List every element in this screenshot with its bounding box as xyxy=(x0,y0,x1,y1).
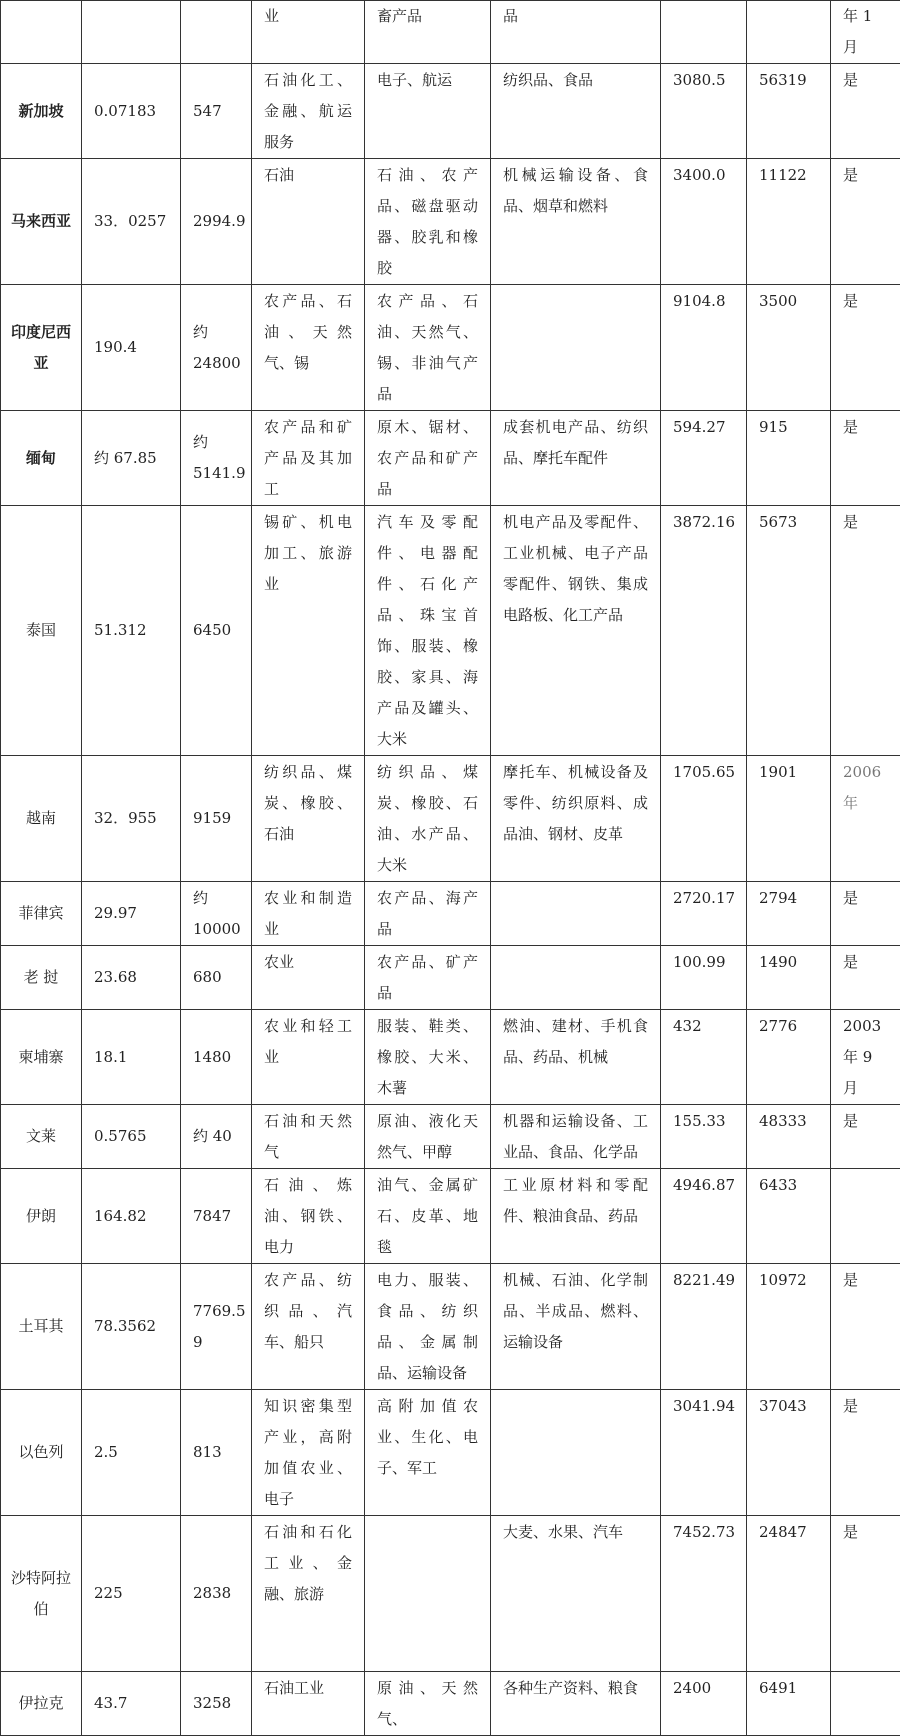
cell-trade: 5673 xyxy=(747,506,831,756)
cell-gdp-per-capita: 3080.5 xyxy=(661,64,747,159)
cell-industry: 业 xyxy=(252,1,365,64)
table-row xyxy=(1,159,900,285)
cell-imports: 机电产品及零配件、工业机械、电子产品零配件、钢铁、集成电路板、化工产品 xyxy=(491,506,661,756)
cell-fta: 是 xyxy=(831,1105,900,1169)
cell-exports: 电子、航运 xyxy=(365,64,491,159)
cell-fta: 年 1 月 xyxy=(831,1,900,64)
cell-industry: 锡矿、机电加工、旅游业 xyxy=(252,506,365,756)
cell-population: 680 xyxy=(181,946,252,1010)
cell-population: 2994.9 xyxy=(181,159,252,285)
table-row xyxy=(1,882,900,946)
cell-exports: 服装、鞋类、橡胶、大米、木薯 xyxy=(365,1010,491,1105)
cell-gdp-per-capita: 594.27 xyxy=(661,411,747,506)
table-row xyxy=(1,1264,900,1390)
cell-exports: 畜产品 xyxy=(365,1,491,64)
cell-area: 33．0257 xyxy=(82,159,181,285)
cell-area: 18.1 xyxy=(82,1010,181,1105)
cell-population: 813 xyxy=(181,1390,252,1516)
cell-gdp-per-capita xyxy=(661,1,747,64)
cell-imports: 燃油、建材、手机食品、药品、机械 xyxy=(491,1010,661,1105)
cell-trade: 2794 xyxy=(747,882,831,946)
cell-gdp-per-capita: 155.33 xyxy=(661,1105,747,1169)
cell-imports: 品 xyxy=(491,1,661,64)
cell-area: 23.68 xyxy=(82,946,181,1010)
cell-trade: 1490 xyxy=(747,946,831,1010)
cell-area: 0.07183 xyxy=(82,64,181,159)
cell-gdp-per-capita: 2400 xyxy=(661,1672,747,1736)
table-row xyxy=(1,946,900,1010)
cell-population: 1480 xyxy=(181,1010,252,1105)
cell-area: 225 xyxy=(82,1516,181,1672)
cell-trade: 1901 xyxy=(747,756,831,882)
cell-fta: 是 xyxy=(831,64,900,159)
cell-gdp-per-capita: 4946.87 xyxy=(661,1169,747,1264)
cell-population: 约 40 xyxy=(181,1105,252,1169)
cell-industry: 纺织品、煤炭、橡胶、石油 xyxy=(252,756,365,882)
cell-fta: 是 xyxy=(831,1390,900,1516)
cell-industry: 石油 xyxy=(252,159,365,285)
cell-area xyxy=(82,1,181,64)
cell-country: 老 挝 xyxy=(1,946,82,1010)
cell-gdp-per-capita: 2720.17 xyxy=(661,882,747,946)
cell-imports xyxy=(491,1390,661,1516)
cell-industry: 农业和制造业 xyxy=(252,882,365,946)
table-row xyxy=(1,1105,900,1169)
cell-fta xyxy=(831,1672,900,1736)
table-row xyxy=(1,64,900,159)
cell-trade: 2776 xyxy=(747,1010,831,1105)
cell-exports: 油气、金属矿石、皮革、地毯 xyxy=(365,1169,491,1264)
cell-exports: 农产品、石油、天然气、锡、非油气产品 xyxy=(365,285,491,411)
cell-population: 约 24800 xyxy=(181,285,252,411)
cell-country: 文莱 xyxy=(1,1105,82,1169)
cell-trade: 24847 xyxy=(747,1516,831,1672)
cell-industry: 石油工业 xyxy=(252,1672,365,1736)
cell-trade: 37043 xyxy=(747,1390,831,1516)
cell-country: 伊拉克 xyxy=(1,1672,82,1736)
cell-area: 43.7 xyxy=(82,1672,181,1736)
cell-exports: 纺织品、煤炭、橡胶、石油、水产品、大米 xyxy=(365,756,491,882)
cell-industry: 石油和石化工业、金融、旅游 xyxy=(252,1516,365,1672)
cell-gdp-per-capita: 100.99 xyxy=(661,946,747,1010)
cell-exports xyxy=(365,1516,491,1672)
cell-country: 缅甸 xyxy=(1,411,82,506)
cell-gdp-per-capita: 432 xyxy=(661,1010,747,1105)
cell-fta: 是 xyxy=(831,1264,900,1390)
table-row xyxy=(1,1516,900,1672)
cell-imports: 工业原材料和零配件、粮油食品、药品 xyxy=(491,1169,661,1264)
cell-gdp-per-capita: 1705.65 xyxy=(661,756,747,882)
cell-area: 164.82 xyxy=(82,1169,181,1264)
cell-industry: 石油化工、金融、航运服务 xyxy=(252,64,365,159)
cell-fta: 是 xyxy=(831,1516,900,1672)
cell-imports xyxy=(491,285,661,411)
cell-fta: 是 xyxy=(831,882,900,946)
cell-country: 土耳其 xyxy=(1,1264,82,1390)
cell-gdp-per-capita: 3872.16 xyxy=(661,506,747,756)
cell-industry: 知识密集型产业，高附加值农业、电子 xyxy=(252,1390,365,1516)
cell-industry: 农业和轻工业 xyxy=(252,1010,365,1105)
cell-fta xyxy=(831,1169,900,1264)
cell-exports: 高附加值农业、生化、电子、军工 xyxy=(365,1390,491,1516)
cell-fta: 是 xyxy=(831,946,900,1010)
cell-fta: 2006 年 xyxy=(831,756,900,882)
cell-gdp-per-capita: 9104.8 xyxy=(661,285,747,411)
cell-population: 3258 xyxy=(181,1672,252,1736)
cell-country xyxy=(1,1,82,64)
cell-country: 越南 xyxy=(1,756,82,882)
cell-gdp-per-capita: 3400.0 xyxy=(661,159,747,285)
cell-country: 柬埔寨 xyxy=(1,1010,82,1105)
cell-population: 7769.5 9 xyxy=(181,1264,252,1390)
cell-industry: 石油、炼油、钢铁、电力 xyxy=(252,1169,365,1264)
cell-area: 78.3562 xyxy=(82,1264,181,1390)
cell-industry: 农产品、石油、天然气、锡 xyxy=(252,285,365,411)
cell-fta: 是 xyxy=(831,411,900,506)
table-row-header-continuation xyxy=(1,1,900,64)
cell-trade: 11122 xyxy=(747,159,831,285)
table-row xyxy=(1,1169,900,1264)
cell-population: 6450 xyxy=(181,506,252,756)
cell-area: 32．955 xyxy=(82,756,181,882)
cell-population: 9159 xyxy=(181,756,252,882)
cell-area: 0.5765 xyxy=(82,1105,181,1169)
cell-imports: 机械、石油、化学制品、半成品、燃料、运输设备 xyxy=(491,1264,661,1390)
table-row xyxy=(1,756,900,882)
cell-trade: 48333 xyxy=(747,1105,831,1169)
cell-exports: 原木、锯材、农产品和矿产品 xyxy=(365,411,491,506)
cell-imports xyxy=(491,882,661,946)
table-row xyxy=(1,1672,900,1736)
cell-trade: 915 xyxy=(747,411,831,506)
cell-fta: 是 xyxy=(831,159,900,285)
cell-country: 马来西亚 xyxy=(1,159,82,285)
cell-imports: 成套机电产品、纺织品、摩托车配件 xyxy=(491,411,661,506)
table-row xyxy=(1,411,900,506)
cell-trade: 6433 xyxy=(747,1169,831,1264)
cell-imports: 摩托车、机械设备及零件、纺织原料、成品油、钢材、皮革 xyxy=(491,756,661,882)
cell-gdp-per-capita: 7452.73 xyxy=(661,1516,747,1672)
cell-industry: 农产品、纺织品、汽车、船只 xyxy=(252,1264,365,1390)
cell-exports: 石油、农产品、磁盘驱动器、胶乳和橡胶 xyxy=(365,159,491,285)
cell-imports: 机械运输设备、食品、烟草和燃料 xyxy=(491,159,661,285)
cell-area: 29.97 xyxy=(82,882,181,946)
cell-imports: 纺织品、食品 xyxy=(491,64,661,159)
cell-exports: 原油、液化天然气、甲醇 xyxy=(365,1105,491,1169)
cell-industry: 农业 xyxy=(252,946,365,1010)
cell-exports: 汽车及零配件、电器配件、石化产品、珠宝首饰、服装、橡胶、家具、海产品及罐头、大米 xyxy=(365,506,491,756)
cell-country: 新加坡 xyxy=(1,64,82,159)
cell-population: 547 xyxy=(181,64,252,159)
cell-imports xyxy=(491,946,661,1010)
cell-trade: 6491 xyxy=(747,1672,831,1736)
cell-gdp-per-capita: 3041.94 xyxy=(661,1390,747,1516)
cell-industry: 石油和天然气 xyxy=(252,1105,365,1169)
cell-population: 约 5141.9 xyxy=(181,411,252,506)
cell-area: 51.312 xyxy=(82,506,181,756)
cell-exports: 农产品、海产品 xyxy=(365,882,491,946)
cell-area: 2.5 xyxy=(82,1390,181,1516)
cell-population: 7847 xyxy=(181,1169,252,1264)
table-row xyxy=(1,285,900,411)
cell-imports: 各种生产资料、粮食 xyxy=(491,1672,661,1736)
cell-imports: 大麦、水果、汽车 xyxy=(491,1516,661,1672)
cell-industry: 农产品和矿产品及其加工 xyxy=(252,411,365,506)
cell-fta: 2003 年 9 月 xyxy=(831,1010,900,1105)
cell-country: 沙特阿拉伯 xyxy=(1,1516,82,1672)
table-row xyxy=(1,506,900,756)
cell-trade xyxy=(747,1,831,64)
cell-population: 约 10000 xyxy=(181,882,252,946)
cell-population xyxy=(181,1,252,64)
cell-fta: 是 xyxy=(831,285,900,411)
cell-country: 泰国 xyxy=(1,506,82,756)
cell-country: 伊朗 xyxy=(1,1169,82,1264)
cell-area: 190.4 xyxy=(82,285,181,411)
table-row xyxy=(1,1390,900,1516)
cell-exports: 电力、服装、食品、纺织品、金属制品、运输设备 xyxy=(365,1264,491,1390)
cell-population: 2838 xyxy=(181,1516,252,1672)
cell-area: 约 67.85 xyxy=(82,411,181,506)
cell-country: 印度尼西亚 xyxy=(1,285,82,411)
cell-trade: 10972 xyxy=(747,1264,831,1390)
cell-gdp-per-capita: 8221.49 xyxy=(661,1264,747,1390)
cell-trade: 56319 xyxy=(747,64,831,159)
cell-country: 菲律宾 xyxy=(1,882,82,946)
cell-exports: 原油、天然气、 xyxy=(365,1672,491,1736)
cell-country: 以色列 xyxy=(1,1390,82,1516)
cell-exports: 农产品、矿产品 xyxy=(365,946,491,1010)
cell-imports: 机器和运输设备、工业品、食品、化学品 xyxy=(491,1105,661,1169)
cell-trade: 3500 xyxy=(747,285,831,411)
table-row xyxy=(1,1010,900,1105)
cell-fta: 是 xyxy=(831,506,900,756)
